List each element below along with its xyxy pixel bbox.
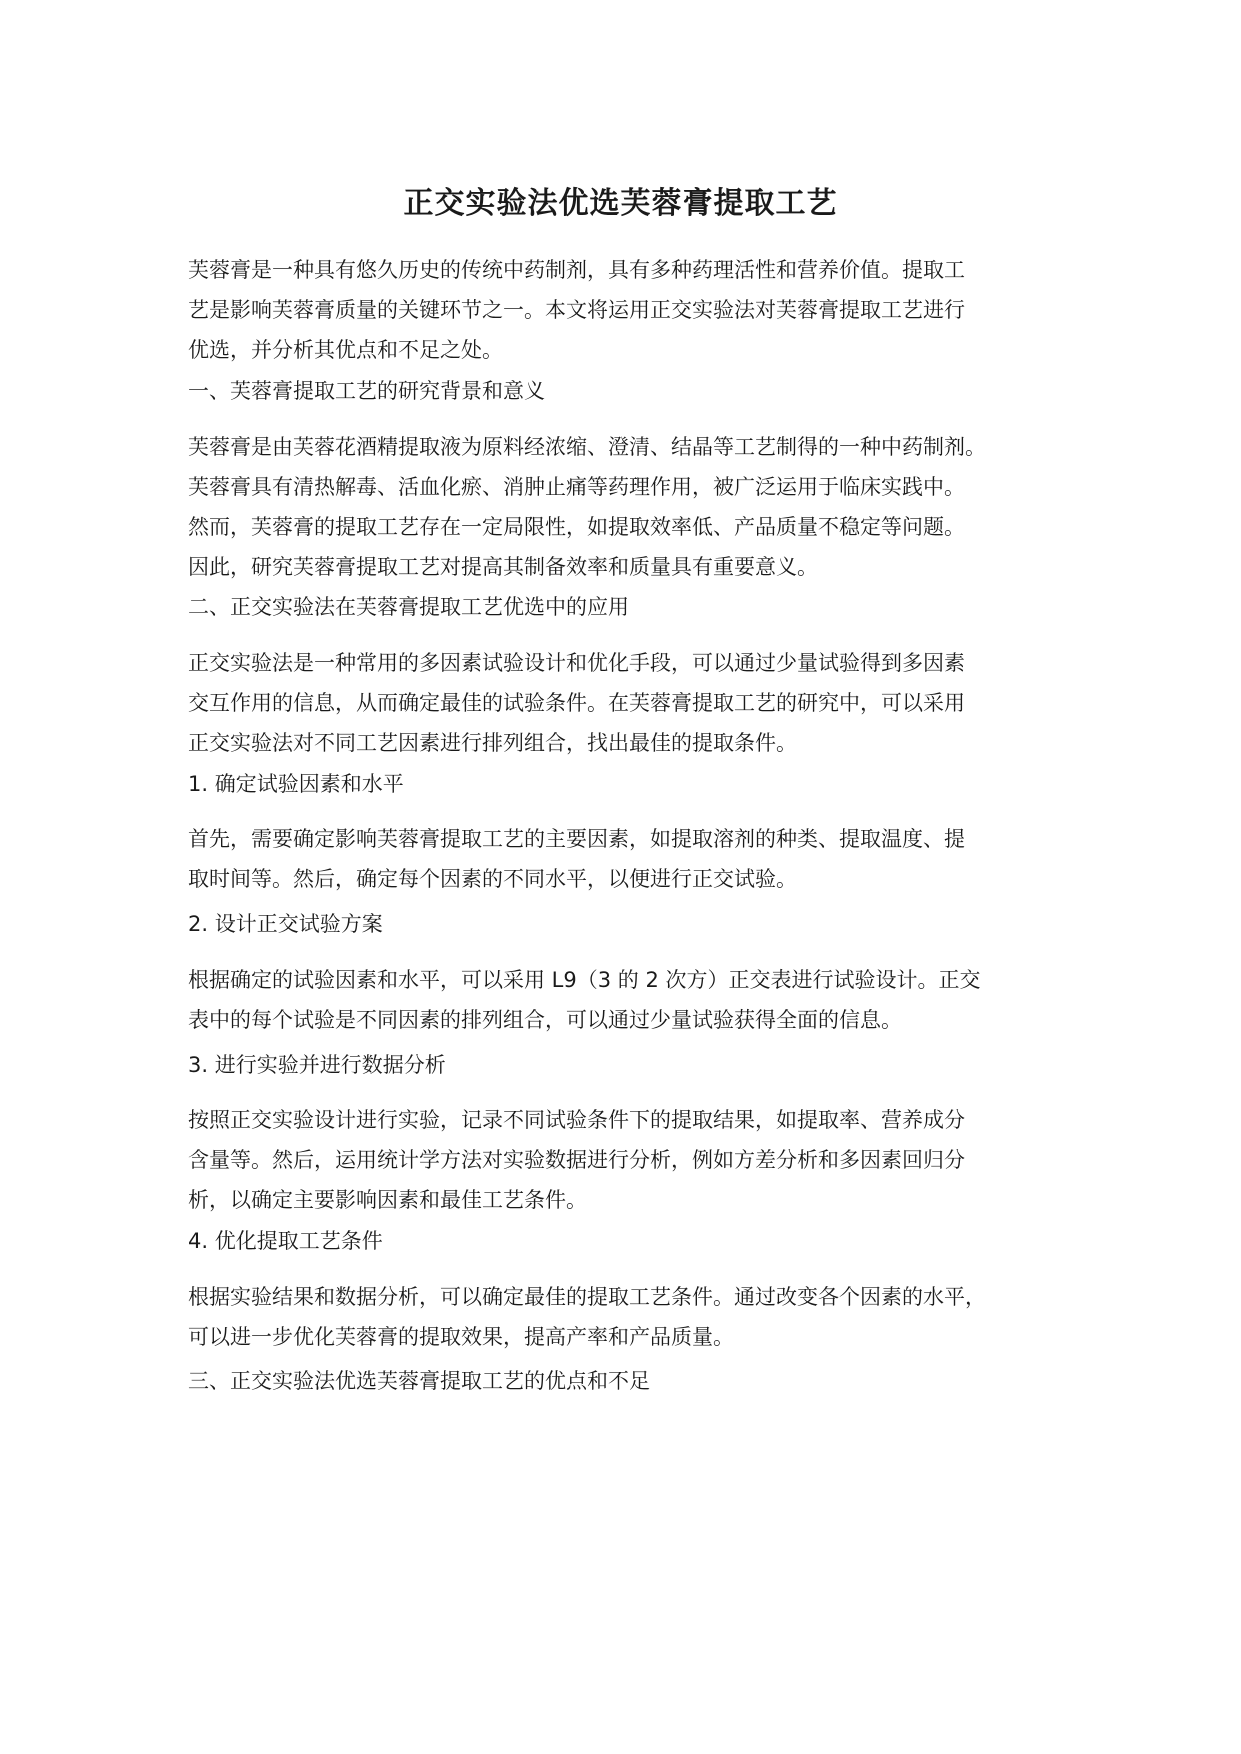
paragraph-line: 表中的每个试验是不同因素的排列组合，可以通过少量试验获得全面的信息。	[188, 1008, 902, 1032]
step2-paragraph	[188, 960, 1078, 1040]
paragraph-line: 根据实验结果和数据分析，可以确定最佳的提取工艺条件。通过改变各个因素的水平，	[188, 1285, 986, 1309]
paragraph-line: 正交实验法是一种常用的多因素试验设计和优化手段，可以通过少量试验得到多因素	[188, 651, 965, 675]
step1-paragraph	[188, 819, 1078, 899]
step4-paragraph	[188, 1277, 1078, 1357]
paragraph-line: 芙蓉膏是一种具有悠久历史的传统中药制剂，具有多种药理活性和营养价值。提取工	[188, 258, 965, 282]
paragraph-line: 交互作用的信息，从而确定最佳的试验条件。在芙蓉膏提取工艺的研究中，可以采用	[188, 691, 965, 715]
heading-text: 3. 进行实验并进行数据分析	[188, 1053, 446, 1077]
section1-paragraph	[188, 427, 1078, 587]
paragraph-line: 含量等。然后，运用统计学方法对实验数据进行分析，例如方差分析和多因素回归分	[188, 1148, 965, 1172]
step3-heading	[188, 1045, 1078, 1085]
paragraph-line: 首先，需要确定影响芙蓉膏提取工艺的主要因素，如提取溶剂的种类、提取温度、提	[188, 827, 965, 851]
paragraph-line: 正交实验法对不同工艺因素进行排列组合，找出最佳的提取条件。	[188, 731, 797, 755]
step4-heading	[188, 1221, 1078, 1261]
heading-text: 三、正交实验法优选芙蓉膏提取工艺的优点和不足	[188, 1369, 650, 1393]
heading-text: 一、芙蓉膏提取工艺的研究背景和意义	[188, 379, 545, 403]
paragraph-line: 然而，芙蓉膏的提取工艺存在一定局限性，如提取效率低、产品质量不稳定等问题。	[188, 515, 965, 539]
paragraph-line: 优选，并分析其优点和不足之处。	[188, 338, 503, 362]
heading-text: 4. 优化提取工艺条件	[188, 1229, 383, 1253]
paragraph-line: 按照正交实验设计进行实验，记录不同试验条件下的提取结果，如提取率、营养成分	[188, 1108, 965, 1132]
paragraph-line: 取时间等。然后，确定每个因素的不同水平，以便进行正交试验。	[188, 867, 797, 891]
section2-paragraph	[188, 643, 1078, 763]
paragraph-line: 可以进一步优化芙蓉膏的提取效果，提高产率和产品质量。	[188, 1325, 734, 1349]
paragraph-line: 因此，研究芙蓉膏提取工艺对提高其制备效率和质量具有重要意义。	[188, 555, 818, 579]
step3-paragraph	[188, 1100, 1078, 1220]
section1-heading	[188, 371, 1078, 411]
paragraph-line: 析，以确定主要影响因素和最佳工艺条件。	[188, 1188, 587, 1212]
step1-heading	[188, 764, 1078, 804]
paragraph-line: 芙蓉膏是由芙蓉花酒精提取液为原料经浓缩、澄清、结晶等工艺制得的一种中药制剂。	[188, 435, 986, 459]
paragraph-line: 艺是影响芙蓉膏质量的关键环节之一。本文将运用正交实验法对芙蓉膏提取工艺进行	[188, 298, 965, 322]
section3-heading	[188, 1361, 1078, 1401]
paragraph-line: 芙蓉膏具有清热解毒、活血化瘀、消肿止痛等药理作用，被广泛运用于临床实践中。	[188, 475, 965, 499]
intro-paragraph	[188, 250, 1078, 370]
section2-heading	[188, 587, 1078, 627]
heading-text: 二、正交实验法在芙蓉膏提取工艺优选中的应用	[188, 595, 629, 619]
step2-heading	[188, 904, 1078, 944]
paragraph-line: 根据确定的试验因素和水平，可以采用 L9（3 的 2 次方）正交表进行试验设计。正交	[188, 968, 981, 992]
heading-text: 2. 设计正交试验方案	[188, 912, 383, 936]
document-title: 正交实验法优选芙蓉膏提取工艺	[403, 186, 838, 221]
heading-text: 1. 确定试验因素和水平	[188, 772, 404, 796]
